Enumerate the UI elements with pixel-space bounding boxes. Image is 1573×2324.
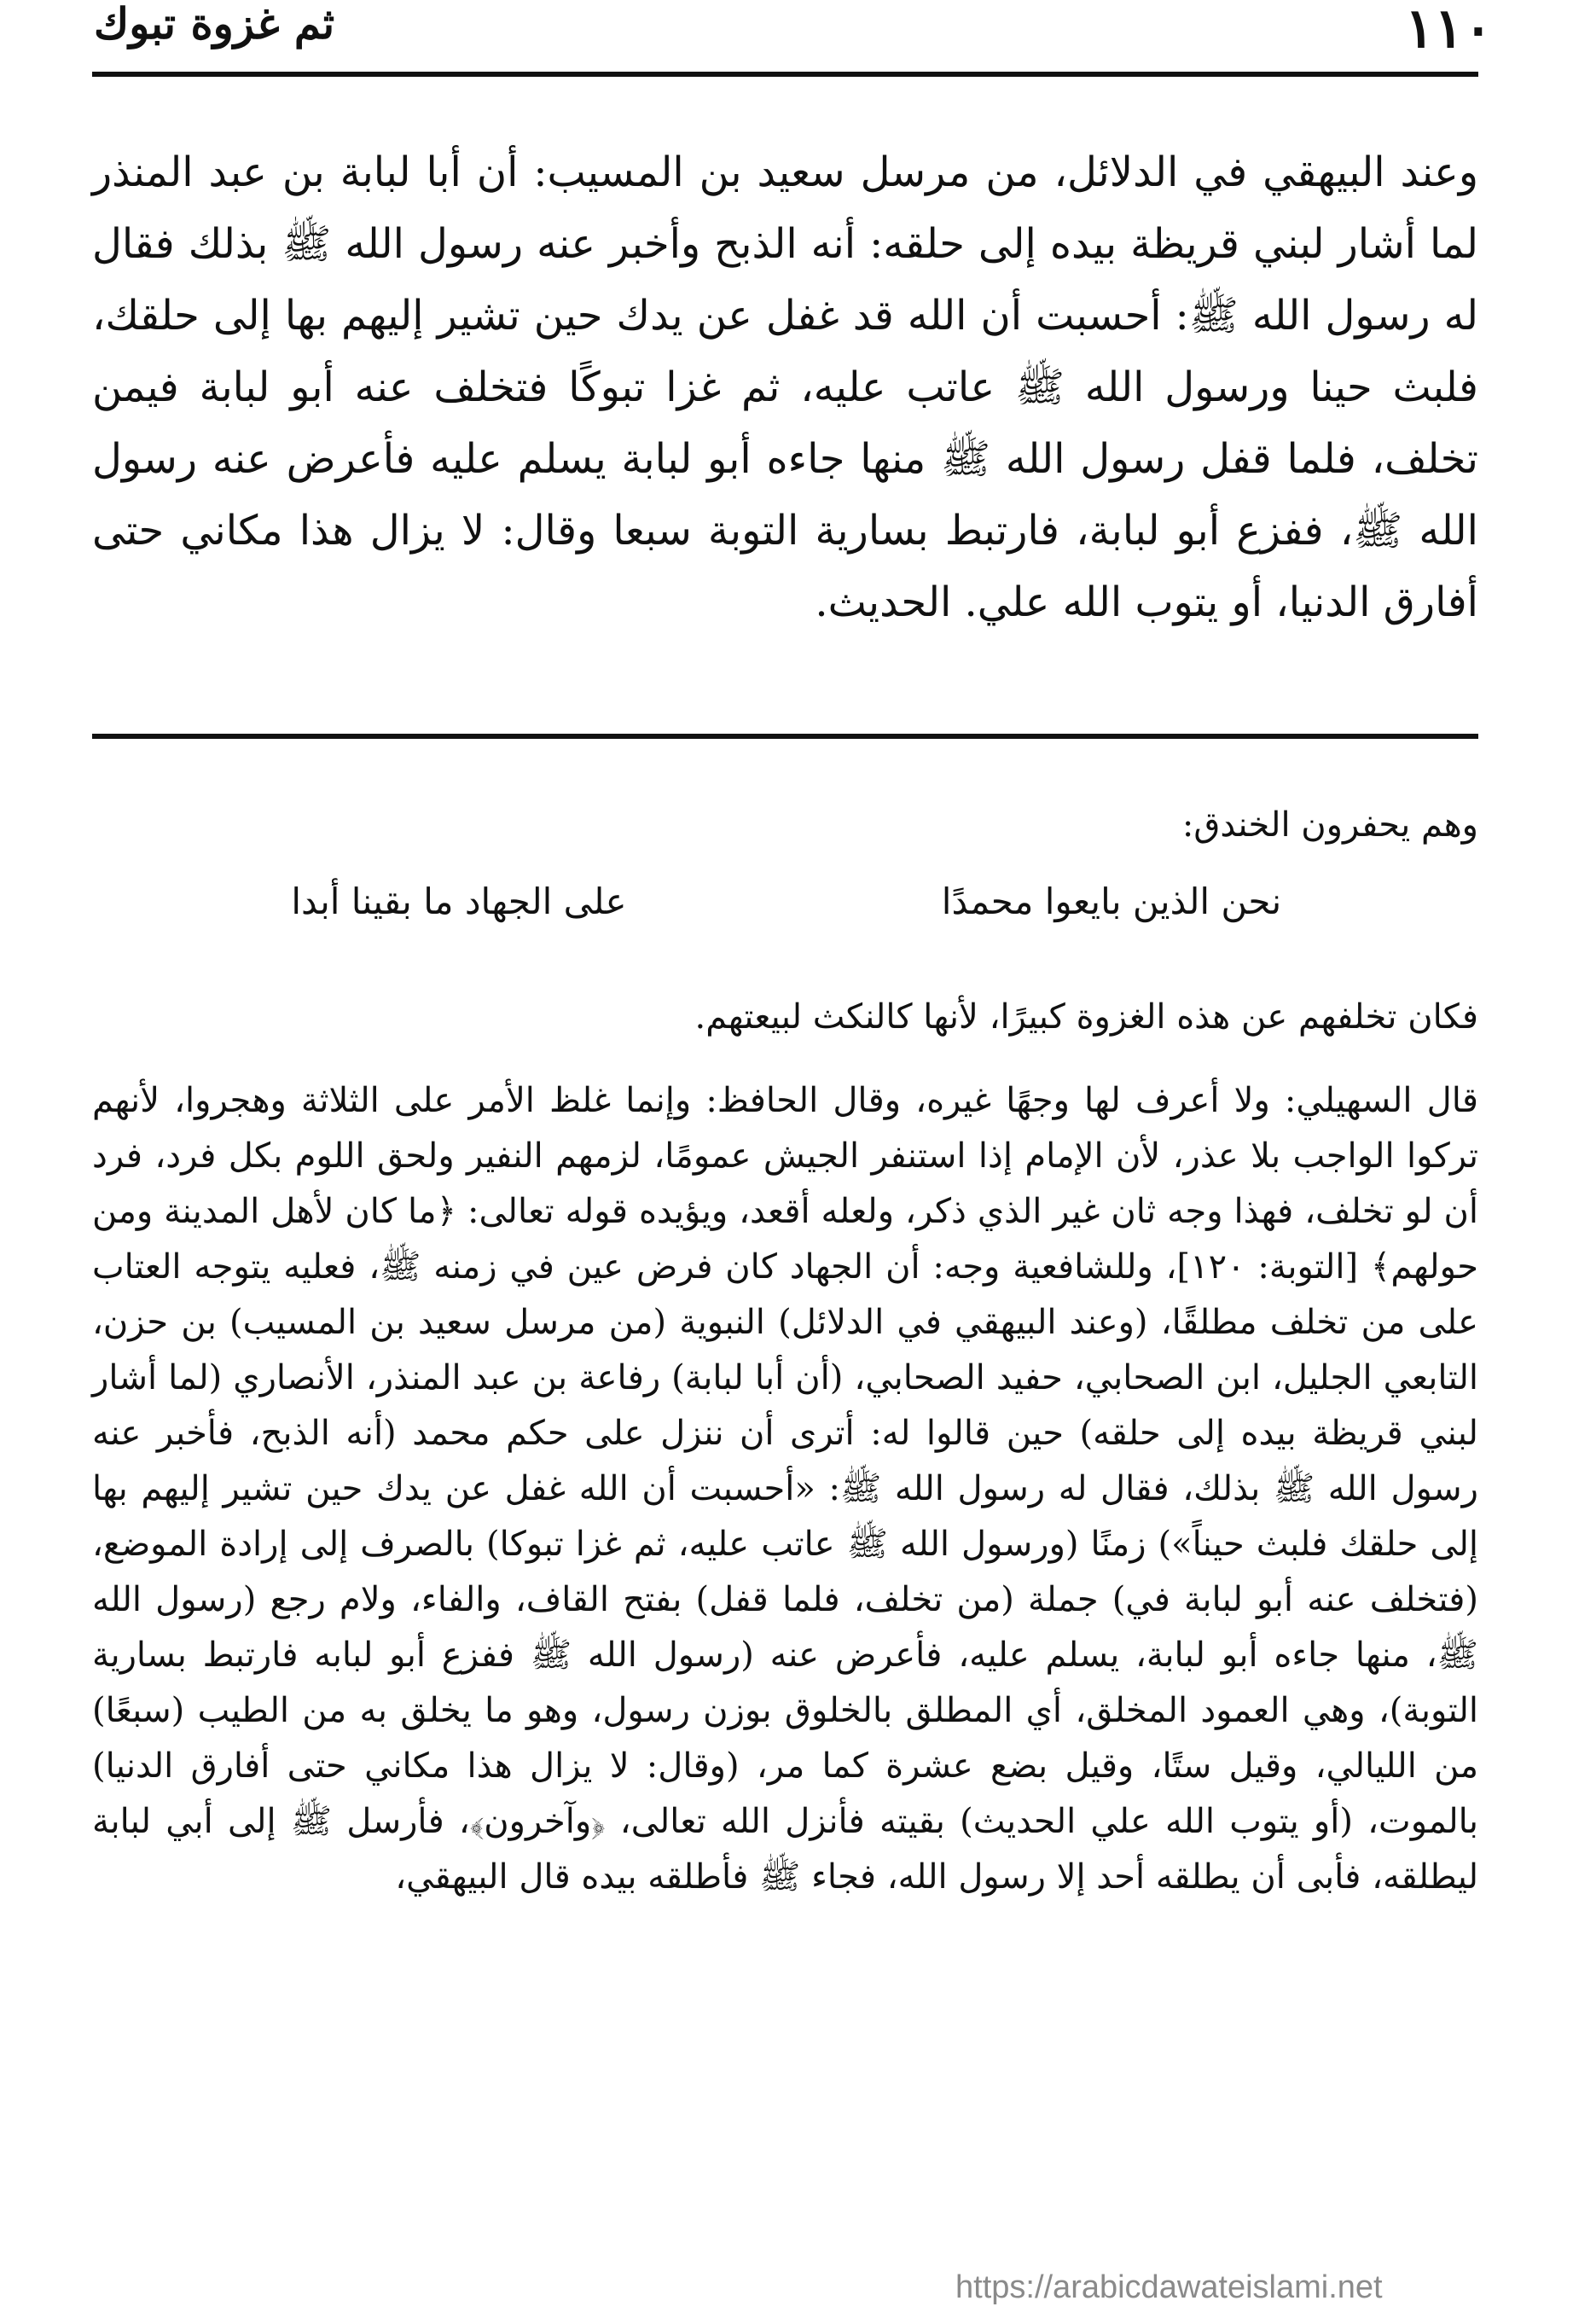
commentary-conclusion <box>92 990 1478 1045</box>
verse-first-hemistich: نحن الذين بايعوا محمدًا <box>941 880 1282 922</box>
section-divider <box>92 734 1478 739</box>
verse-second-hemistich: على الجهاد ما بقينا أبدا <box>291 880 627 922</box>
commentary-main <box>92 1073 1478 1905</box>
page-number: ١١٠ <box>1404 0 1493 61</box>
conclusion-line: فكان تخلفهم عن هذه الغزوة كبيرًا، لأنها كالنكث لبيعتهم. <box>694 997 1478 1037</box>
hadith-text <box>92 137 1478 638</box>
hadith-paragraph: وعند البيهقي في الدلائل، من مرسل سعيد بن المسيب: أن أبا لبابة بن عبد المنذر لما أشار لبني قريظة بيده إلى حلقه: أنه الذبح وأخبر عنه رسول الله ﷺ بذلك فقال له رسول الله ﷺ: أحسبت أن الله قد غفل عن يدك حين تشير إليهم بها إلى حلقك، فلبث حينا ورسول الله ﷺ عاتب عليه، ثم غزا تبوكًا فتخلف عنه أبو لبابة فيمن تخلف، فلما قفل رسول الله ﷺ منها جاءه أبو لبابة يسلم عليه فأعرض عنه رسول الله ﷺ، ففزع أبو لبابة، فارتبط بسارية التوبة سبعا وقال: لا يزال هذا مكاني حتى أفارق الدنيا، أو يتوب الله علي. الحديث. <box>92 148 1479 626</box>
watermark-url: https://arabicdawateislami.net <box>955 2269 1383 2305</box>
commentary-intro <box>92 798 1478 853</box>
commentary-paragraph: قال السهيلي: ولا أعرف لها وجهًا غيره، وقال الحافظ: وإنما غلظ الأمر على الثلاثة وهجروا، لأنهم تركوا الواجب بلا عذر، لأن الإمام إذا استنفر الجيش عمومًا، لزمهم النفير ولحق اللوم بكل فرد، فرد أن لو تخلف، فهذا وجه ثان غير الذي ذكر، ولعله أقعد، ويؤيده قوله تعالى: ﴿ما كان لأهل المدينة ومن حولهم﴾ [التوبة: ١٢٠]، وللشافعية وجه: أن الجهاد كان فرض عين في زمنه ﷺ، فعليه يتوجه العتاب على من تخلف مطلقًا، (وعند البيهقي في الدلائل) النبوية (من مرسل سعيد بن المسيب) بن حزن، التابعي الجليل، ابن الصحابي، حفيد الصحابي، (أن أبا لبابة) رفاعة بن عبد المنذر، الأنصاري (لما أشار لبني قريظة بيده إلى حلقه) حين قالوا له: أترى أن ننزل على حكم محمد (أنه الذبح، فأخبر عنه رسول الله ﷺ بذلك، فقال له رسول الله ﷺ: «أحسبت أن الله غفل عن يدك حين تشير إليهم بها إلى حلقك فلبث حيناً») زمنًا (ورسول الله ﷺ عاتب عليه، ثم غزا تبوكا) بالصرف إلى إرادة الموضع، (فتخلف عنه أبو لبابة في) جملة (من تخلف، فلما قفل) بفتح القاف، والفاء، ولام رجع (رسول الله ﷺ، منها جاءه أبو لبابة، يسلم عليه، فأعرض عنه (رسول الله ﷺ ففزع أبو لبابه فارتبط بسارية التوبة)، وهي العمود المخلق، أي المطلق بالخلوق بوزن رسول، وهو ما يخلق به من الطيب (سبعًا) من الليالي، وقيل ستًا، وقيل بضع عشرة كما مر، (وقال: لا يزال هذا مكاني حتى أفارق الدنيا) بالموت، (أو يتوب الله علي الحديث) بقيته فأنزل الله تعالى، ﴿وآخرون﴾، فأرسل ﷺ إلى أبي لبابة ليطلقه، فأبى أن يطلقه أحد إلا رسول الله، فجاء ﷺ فأطلقه بيده قال البيهقي، <box>92 1081 1479 1897</box>
header-divider <box>92 72 1478 77</box>
intro-line: وهم يحفرون الخندق: <box>1181 805 1478 845</box>
chapter-title: ثم غزوة تبوك <box>94 0 335 49</box>
